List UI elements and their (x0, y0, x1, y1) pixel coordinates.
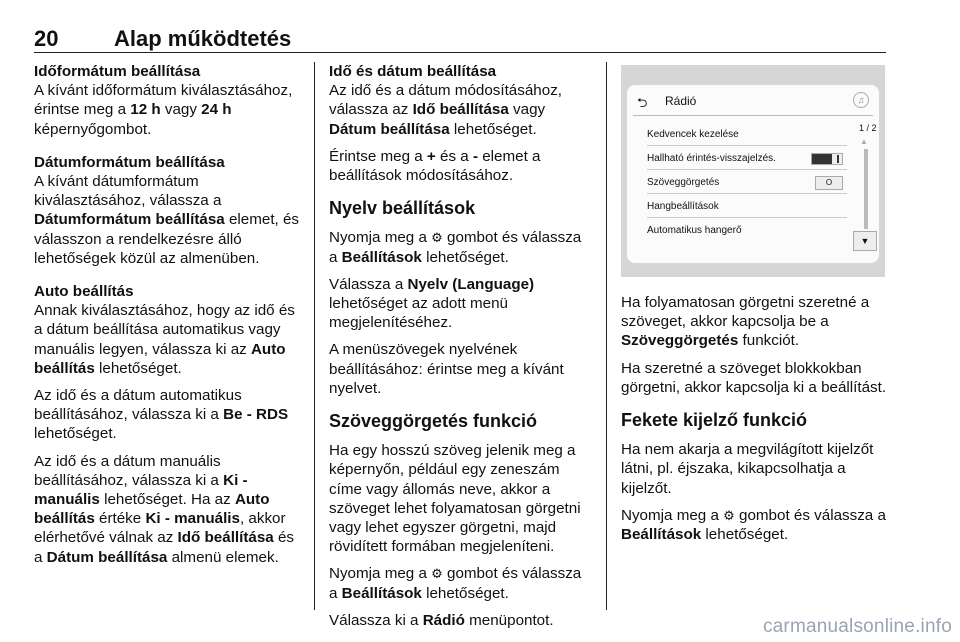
paragraph: A menüszövegek nyelvének beállításához: érintse meg a kívánt nyelvet. (329, 341, 564, 397)
section-heading-text-scroll: Szöveggörgetés funkció (329, 411, 538, 432)
gear-icon: ⚙ (431, 230, 443, 246)
touch-feedback-toggle[interactable] (811, 153, 843, 165)
scroll-up-icon[interactable]: ▲ (860, 137, 868, 146)
screen-title: Rádió (665, 94, 697, 108)
menu-item-text-scroll[interactable]: Szöveggörgetés O (647, 171, 847, 194)
paragraph: Ha nem akarja a megvilágított kijelzőt látni, pl. éjszaka, kikapcsolhatja a kijelzőt. (621, 441, 874, 497)
radio-screen (627, 85, 879, 263)
section-heading-black-display: Fekete kijelző funkció (621, 410, 808, 431)
paragraph: Nyomja meg a ⚙ gombot és válassza a Beállítások lehetőséget. (329, 565, 582, 602)
paragraph: Érintse meg a + és a - elemet a beállítások módosításához. (329, 147, 541, 185)
paragraph: Válassza ki a Rádió menüpontot. (329, 611, 554, 629)
page-title: Alap működtetés (114, 26, 292, 51)
page-number: 20 (34, 26, 59, 51)
column-divider-1 (314, 62, 315, 610)
paragraph: Válassza a Nyelv (Language) lehetőséget az adott menü megjelenítéséhez. (329, 275, 535, 332)
radio-screen-image (621, 65, 885, 277)
paragraph: A kívánt időformátum kiválasztásához, érintse meg a 12 h vagy 24 h képernyőgombot. (34, 82, 293, 138)
section-heading-time-format: Időformátum beállítása (34, 63, 201, 80)
toggle-pip (837, 155, 839, 163)
section-heading-auto: Auto beállítás (34, 283, 134, 301)
scroll-down-button[interactable]: ▼ (853, 231, 877, 251)
paragraph: Ha folyamatosan görgetni szeretné a szöveget, akkor kapcsolja be a Szöveggörgetés funkciót. (621, 294, 870, 350)
column-divider-2 (606, 62, 607, 610)
music-note-icon: ♫ (853, 92, 869, 108)
paragraph: Nyomja meg a ⚙ gombot és válassza a Beállítások lehetőséget. (329, 229, 582, 266)
paragraph: Annak kiválasztásához, hogy az idő és a dátum beállítása automatikus vagy manuális legyen, válassza ki az Auto beállítás lehetőséget. (34, 302, 295, 377)
column-2 (329, 62, 591, 638)
watermark: carmanualsonline.info (762, 616, 952, 637)
toggle-fill (812, 154, 832, 164)
scrollbar[interactable] (864, 149, 868, 229)
page-indicator: 1 / 2 (859, 123, 877, 133)
paragraph: Ha szeretné a szöveget blokkokban görgetni, akkor kapcsolja ki a beállítást. (621, 359, 887, 396)
section-heading-date-format: Dátumformátum beállítása (34, 153, 225, 171)
page-header (34, 26, 886, 53)
menu-item-favorites[interactable]: Kedvencek kezelése (647, 123, 847, 146)
paragraph: Az idő és a dátum módosításához, válassza az Idő beállítása vagy Dátum beállítása lehetőséget. (329, 82, 563, 138)
paragraph: A kívánt dátumformátum kiválasztásához, válassza a Dátumformátum beállítása elemet, és válasszon a rendelkezésre álló lehetőségek közül az almenüben. (34, 173, 300, 267)
section-heading-time-date: Idő és dátum beállítása (329, 63, 497, 80)
paragraph: Az idő és a dátum manuális beállításához, válassza ki a Ki - manuális lehetőséget. Ha az Auto beállítás értéke Ki - manuális, akkor elérhetővé válnak az Idő beállítása és a Dátum beállítása almenü elemek. (34, 452, 295, 566)
column-3 (621, 293, 887, 552)
gear-icon: ⚙ (431, 566, 443, 582)
text-scroll-toggle[interactable]: O (815, 176, 843, 190)
column-1 (34, 62, 302, 575)
gear-icon: ⚙ (723, 507, 735, 523)
paragraph: Az idő és a dátum automatikus beállításához, válassza ki a Be - RDS lehetőséget. (34, 387, 289, 443)
menu-item-sound-settings[interactable]: Hangbeállítások (647, 195, 847, 218)
menu-item-touch-feedback[interactable]: Hallható érintés-visszajelzés. (647, 147, 847, 170)
back-icon[interactable]: ⮌ (637, 95, 648, 110)
paragraph: Nyomja meg a ⚙ gombot és válassza a Beállítások lehetőséget. (621, 506, 886, 544)
divider (633, 115, 873, 116)
section-heading-language: Nyelv beállítások (329, 198, 476, 219)
paragraph: Ha egy hosszú szöveg jelenik meg a képernyőn, például egy zeneszám címe vagy állomás neve, akkor a szöveget lehet folyamatosan görgetni vagy lehet egyszer görgetni, majd rövidített formában megjeleníteni. (329, 442, 581, 556)
menu-item-auto-volume[interactable]: Automatikus hangerő (647, 225, 742, 236)
